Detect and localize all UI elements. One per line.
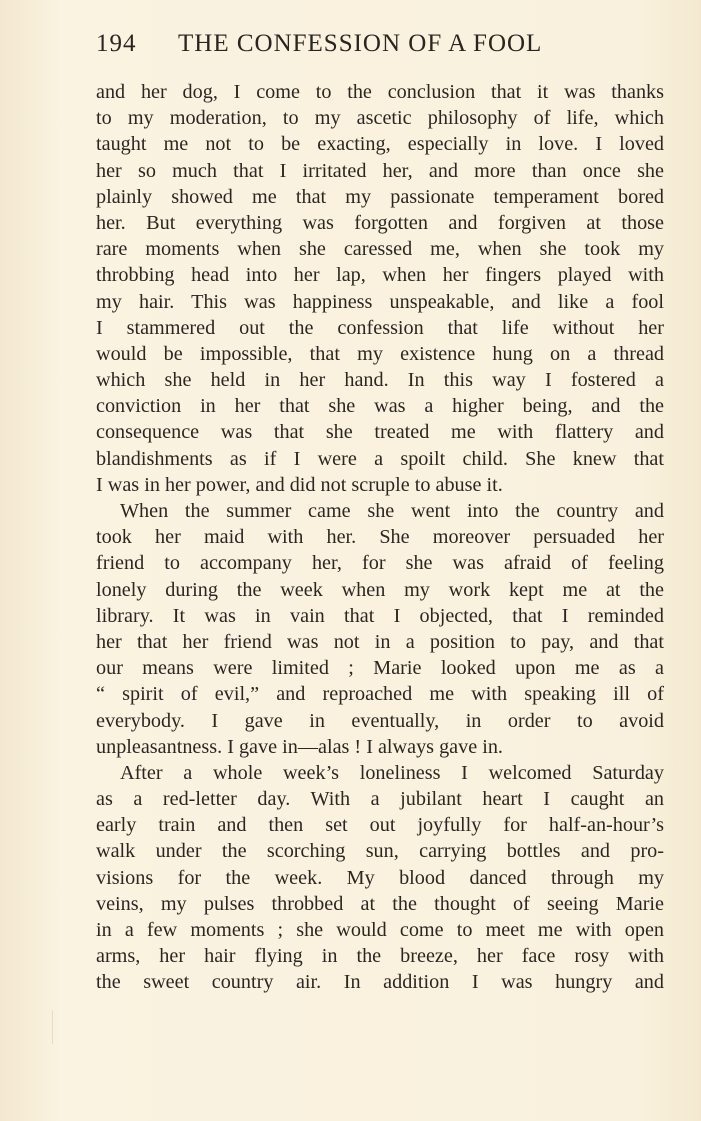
text-line: After a whole week’s loneliness I welcomed Saturday bbox=[120, 761, 664, 784]
text-line: as a red-letter day. With a jubilant heart I caught an bbox=[96, 788, 664, 811]
page-edge-shadow bbox=[52, 1010, 53, 1044]
text-line: and her dog, I come to the conclusion that it was thanks bbox=[96, 81, 664, 103]
page-header bbox=[96, 30, 606, 64]
page-number: 194 bbox=[96, 30, 137, 57]
running-title: THE CONFESSION OF A FOOL bbox=[178, 30, 543, 57]
text-line: I stammered out the confession that life without her bbox=[96, 316, 664, 339]
text-line: rare moments when she caressed me, when she took my bbox=[96, 238, 664, 261]
text-line: early train and then set out joyfully for half-an-hour’s bbox=[96, 814, 664, 837]
text-line: visions for the week. My blood danced through my bbox=[96, 866, 664, 889]
text-line: took her maid with her. She moreover persuaded her bbox=[96, 526, 664, 549]
text-line: conviction in her that she was a higher being, and the bbox=[96, 395, 664, 418]
text-line: the sweet country air. In addition I was hungry and bbox=[96, 971, 664, 994]
text-line: her so much that I irritated her, and more than once she bbox=[96, 159, 664, 182]
text-line: consequence was that she treated me with flattery and bbox=[96, 421, 664, 444]
text-line: throbbing head into her lap, when her fingers played with bbox=[96, 264, 664, 287]
text-line: blandishments as if I were a spoilt child. She knew that bbox=[96, 447, 664, 470]
text-line: everybody. I gave in eventually, in order to avoid bbox=[96, 709, 664, 732]
text-line: our means were limited ; Marie looked upon me as a bbox=[96, 657, 664, 680]
text-line: in a few moments ; she would come to meet me with open bbox=[96, 919, 664, 941]
text-line: her. But everything was forgotten and forgiven at those bbox=[96, 211, 664, 234]
text-line: walk under the scorching sun, carrying bottles and pro- bbox=[96, 840, 664, 863]
text-line: veins, my pulses throbbed at the thought of seeing Marie bbox=[96, 892, 664, 915]
text-line: taught me not to be exacting, especially in love. I loved bbox=[96, 133, 664, 156]
text-line: I was in her power, and did not scruple to abuse it. bbox=[96, 473, 503, 496]
text-line: When the summer came she went into the country and bbox=[120, 500, 664, 522]
text-line: library. It was in vain that I objected, that I reminded bbox=[96, 604, 664, 627]
text-line: lonely during the week when my work kept me at the bbox=[96, 578, 664, 601]
text-line: would be impossible, that my existence hung on a thread bbox=[96, 342, 664, 365]
text-line: which she held in her hand. In this way I fostered a bbox=[96, 369, 664, 392]
text-line: my hair. This was happiness unspeakable, and like a fool bbox=[96, 290, 664, 313]
text-line: friend to accompany her, for she was afraid of feeling bbox=[96, 552, 664, 575]
text-line: unpleasantness. I gave in—alas ! I always gave in. bbox=[96, 735, 503, 758]
text-line: “ spirit of evil,” and reproached me with speaking ill of bbox=[96, 683, 664, 706]
text-line: plainly showed me that my passionate temperament bored bbox=[96, 185, 664, 208]
body-text bbox=[96, 79, 664, 996]
text-line: her that her friend was not in a position to pay, and that bbox=[96, 630, 664, 653]
text-line: to my moderation, to my ascetic philosophy of life, which bbox=[96, 107, 664, 130]
text-line: arms, her hair flying in the breeze, her face rosy with bbox=[96, 945, 664, 968]
